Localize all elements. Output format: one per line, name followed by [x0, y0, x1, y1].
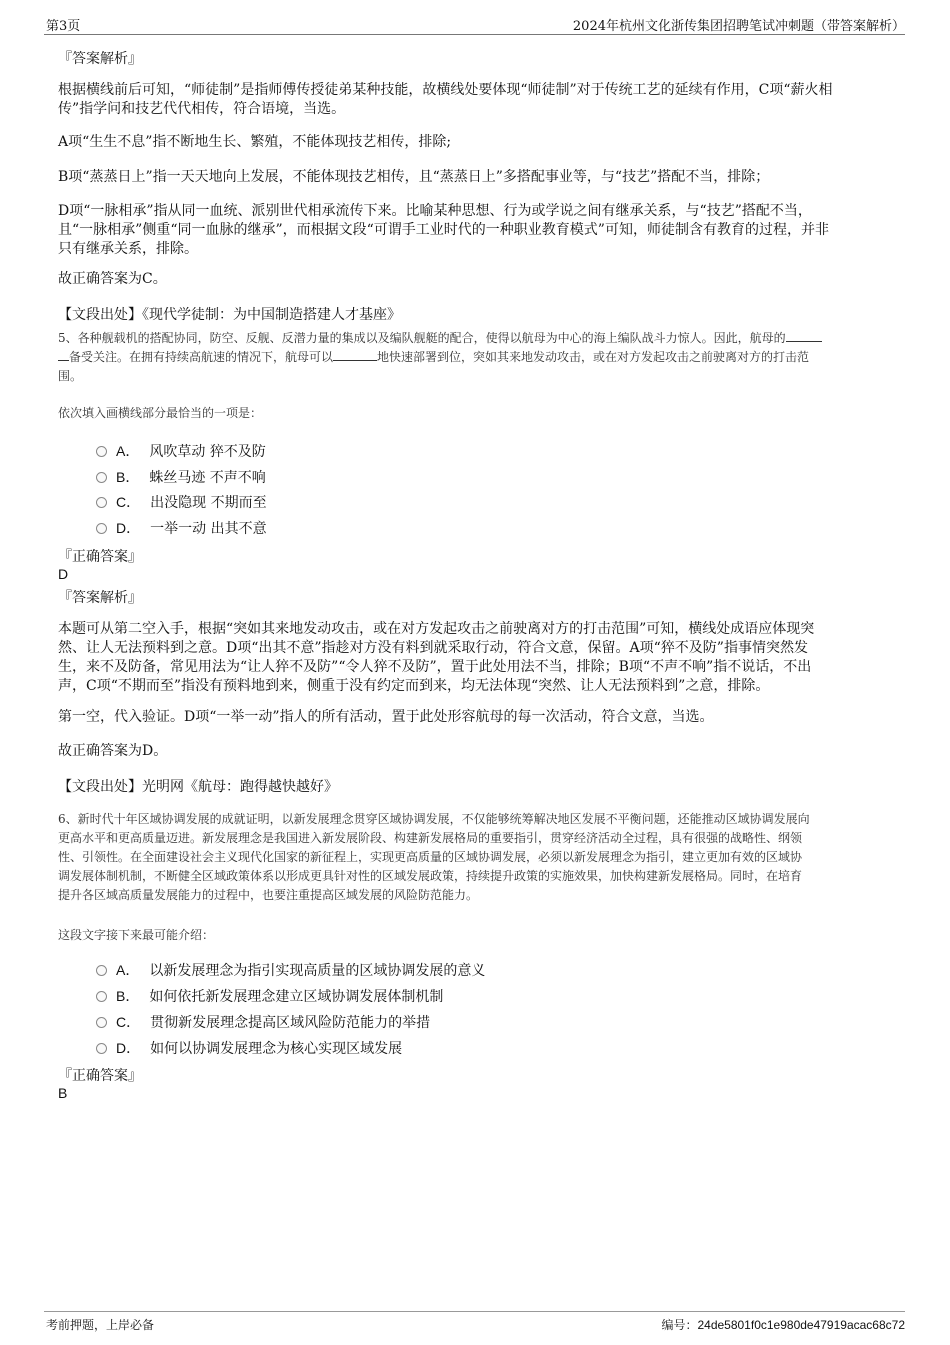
- q6-stem: 6、新时代十年区域协调发展的成就证明，以新发展理念贯穿区域协调发展，不仅能够统筹解决地区发展不平衡问题，还能推动区域协调发展向 更高水平和更高质量迈进。新发展理念是我国进入新发展阶段、构建新发展格局的重要指引，贯穿经济活动全过程，具有很强的战略性、纲领 性、引领性。在全面建设社会主义现代化国家的新征程上，实现更高质量的区域协调发展，必须以新发展理念为指引，建立更加有效的区域协 调发展体制机制，不断健全区域政策体系以形成更具针对性的区域发展政策，持续提升政策的实施效果，加快构建新发展格局。同时，在培育 提升各区域高质量发展能力的过程中，也要注重提高区域发展的风险防范能力。: [58, 812, 810, 902]
- q4-conclusion: 故正确答案为C。: [58, 271, 167, 287]
- q5-stem: 5、各种舰载机的搭配协同，防空、反舰、反潜力量的集成以及编队舰艇的配合，使得以航母为中心的海上编队战斗力惊人。因此，航母的 备受关注。在拥有持续高航速的情况下，航母可以 地快速部署到位，突如其来地发动攻击，或在对方发起攻击之前驶离对方的打击范 围。: [58, 329, 895, 386]
- footer-slogan: 考前押题，上岸必备: [46, 1318, 155, 1332]
- q5-blank-1: [786, 329, 822, 342]
- document-code: 编号：24de5801f0c1e980de47919acac68c72: [661, 1318, 905, 1332]
- q5-option-b[interactable]: B． 蛛丝马迹 不声不响: [96, 467, 266, 487]
- radio-icon[interactable]: [96, 1043, 107, 1054]
- radio-icon[interactable]: [96, 446, 107, 457]
- q5-blank-1-cont: [58, 348, 69, 361]
- document-title: 2024年杭州文化浙传集团招聘笔试冲刺题（带答案解析）: [572, 19, 905, 34]
- q6-option-b[interactable]: B． 如何依托新发展理念建立区域协调发展体制机制: [96, 986, 443, 1006]
- q5-source: 【文段出处】光明网《航母：跑得越快越好》: [58, 779, 338, 795]
- q6-option-d[interactable]: D． 如何以协调发展理念为核心实现区域发展: [96, 1038, 402, 1058]
- q6-option-c[interactable]: C． 贯彻新发展理念提高区域风险防范能力的举措: [96, 1012, 430, 1032]
- q6-prompt: 这段文字接下来最可能介绍：: [58, 928, 215, 942]
- q4-source: 【文段出处】《现代学徒制：为中国制造搭建人才基座》: [58, 307, 401, 323]
- q6-answer-label: 『正确答案』: [58, 1068, 142, 1084]
- radio-icon[interactable]: [96, 523, 107, 534]
- q4-option-d-explanation: D项“一脉相承”指从同一血统、派别世代相承流传下来。比喻某种思想、行为或学说之间有继承关系，与“技艺”搭配不当， 且“一脉相承”侧重“同一血脉的继承”，而根据文段“可谓手工业时代的一种职业教育模式”可知，师徒制含有教育的过程，并非 只有继承关系，排除。: [58, 203, 829, 257]
- q4-analysis-label: 『答案解析』: [58, 51, 142, 67]
- footer-divider: [44, 1311, 905, 1312]
- q5-step: 第一空，代入验证。D项“一举一动”指人的所有活动，置于此处形容航母的每一次活动，符合文意，当选。: [58, 709, 714, 725]
- q5-analysis-text: 本题可从第二空入手，根据“突如其来地发动攻击，或在对方发起攻击之前驶离对方的打击范围”可知，横线处成语应体现突 然、让人无法预料到之意。D项“出其不意”指趁对方没有料到就采取行动，符合文意，保留。A项“猝不及防”指事情突然发 生，来不及防备，常见用法为“让人猝不及防”“令人猝不及防”，置于此处用法不当，排除；B项“不声不响”指不说话，不出 声，C项“不期而至”指没有预料地到来，侧重于没有约定而到来，均无法体现“突然、让人无法预料到”之意，排除。: [58, 621, 815, 694]
- q5-blank-2: [333, 348, 377, 361]
- q5-answer-label: 『正确答案』: [58, 549, 142, 565]
- page-number: 第3页: [46, 19, 81, 34]
- q4-option-a-explanation: A项“生生不息”指不断地生长、繁殖，不能体现技艺相传，排除;: [58, 134, 452, 150]
- q5-analysis-label: 『答案解析』: [58, 590, 142, 606]
- q6-answer: B: [58, 1085, 68, 1101]
- q5-option-a[interactable]: A． 风吹草动 猝不及防: [96, 441, 266, 461]
- radio-icon[interactable]: [96, 965, 107, 976]
- q6-option-a[interactable]: A． 以新发展理念为指引实现高质量的区域协调发展的意义: [96, 960, 485, 980]
- q4-analysis-text: 根据横线前后可知，“师徒制”是指师傅传授徒弟某种技能，故横线处要体现“师徒制”对于传统工艺的延续有作用，C项“薪火相 传”指学问和技艺代代相传，符合语境，当选。: [58, 82, 833, 117]
- radio-icon[interactable]: [96, 472, 107, 483]
- q5-conclusion: 故正确答案为D。: [58, 743, 168, 759]
- radio-icon[interactable]: [96, 497, 107, 508]
- q5-answer: D: [58, 566, 69, 582]
- q5-prompt: 依次填入画横线部分最恰当的一项是：: [58, 406, 263, 420]
- radio-icon[interactable]: [96, 991, 107, 1002]
- radio-icon[interactable]: [96, 1017, 107, 1028]
- q5-option-c[interactable]: C． 出没隐现 不期而至: [96, 492, 267, 512]
- header-divider: [44, 34, 905, 35]
- q5-option-d[interactable]: D． 一举一动 出其不意: [96, 518, 267, 538]
- q4-option-b-explanation: B项“蒸蒸日上”指一天天地向上发展，不能体现技艺相传，且“蒸蒸日上”多搭配事业等，与“技艺”搭配不当，排除；: [58, 169, 770, 185]
